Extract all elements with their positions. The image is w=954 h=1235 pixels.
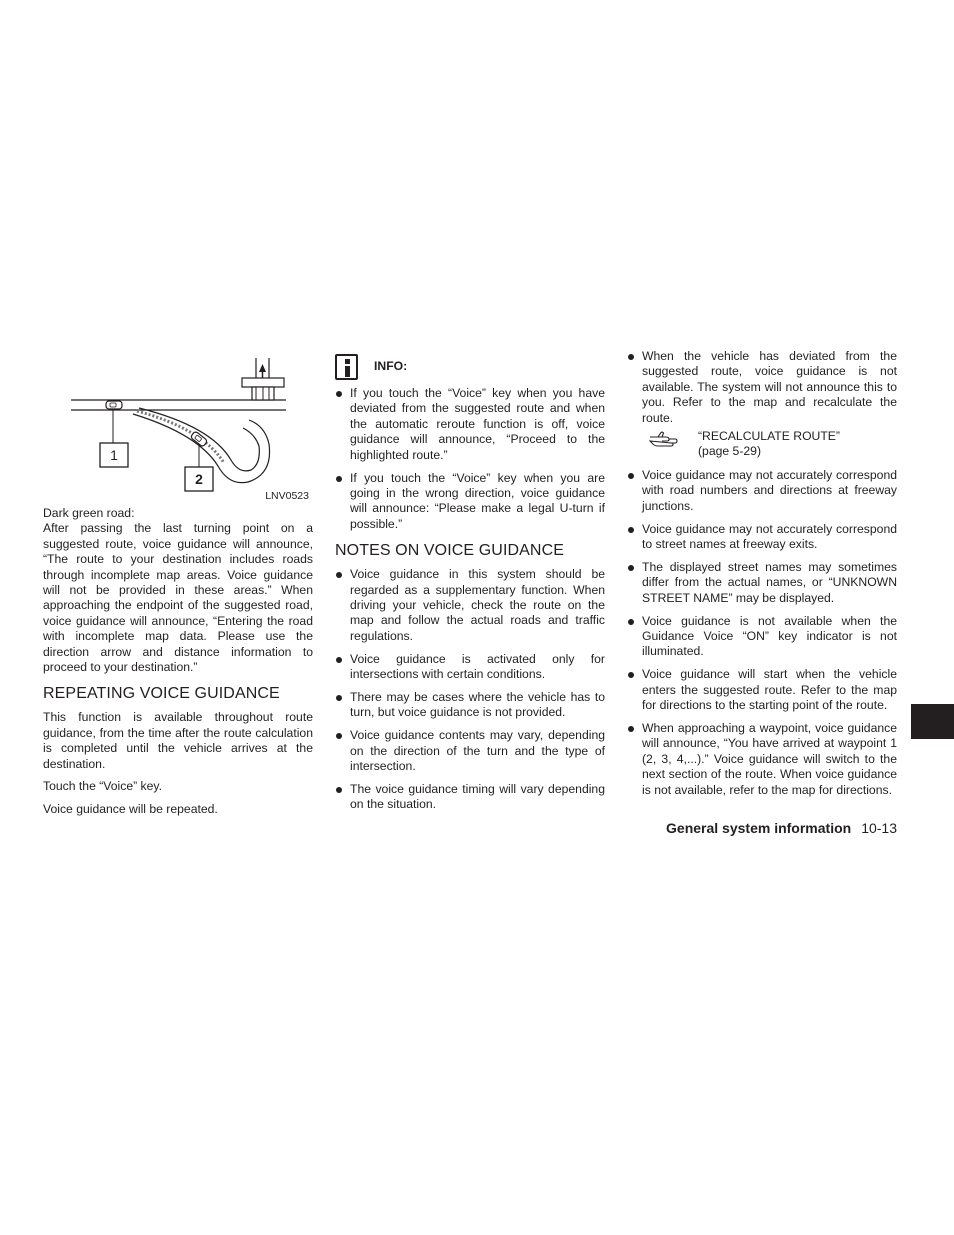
notes-item: The displayed street names may sometimes differ from the actual names, or “UNKNOWN STREET NAME” may be displayed.	[627, 560, 897, 606]
info-item: If you touch the “Voice” key when you are going in the wrong direction, voice guidance will announce: “Please make a legal U-turn if possible.”	[335, 471, 605, 533]
bullet-icon	[628, 619, 634, 625]
column-left	[43, 354, 313, 824]
reference-title: “RECALCULATE ROUTE”	[698, 429, 840, 444]
bullet-icon	[628, 565, 634, 571]
chapter-tab	[911, 704, 954, 739]
bullet-icon	[628, 354, 634, 360]
callout-1-label: 1	[110, 447, 118, 463]
notes-on-voice-guidance-heading: NOTES ON VOICE GUIDANCE	[335, 542, 564, 560]
bullet-icon	[336, 391, 342, 397]
bullet-icon	[336, 572, 342, 578]
info-list	[335, 386, 605, 532]
dark-green-road-text: After passing the last turning point on a suggested route, voice guidance will announce, “The route to your destination includes roads through incomplete map areas. Voice guidance will not be provided in these areas.” When approaching the endpoint of the suggested road, voice guidance will announce, “Entering the road with incomplete map data. Please use the direction arrow and distance information to proceed to your destination.”	[43, 521, 313, 675]
notes-list-continued	[627, 349, 897, 426]
notes-item: When the vehicle has deviated from the suggested route, voice guidance is not available. The system will not announce this to you. Refer to the map and recalculate the route.	[627, 349, 897, 426]
repeating-paragraph-2: Touch the “Voice” key.	[43, 779, 162, 794]
repeating-paragraph-3: Voice guidance will be repeated.	[43, 801, 218, 816]
repeating-voice-guidance-heading: REPEATING VOICE GUIDANCE	[43, 685, 280, 703]
notes-item: Voice guidance will start when the vehicle enters the suggested route. Refer to the map for directions to the starting point of the route.	[627, 667, 897, 713]
page-number: 10-13	[861, 820, 897, 836]
callout-2-label: 2	[195, 471, 203, 487]
bullet-icon	[336, 695, 342, 701]
info-icon	[335, 354, 358, 380]
bullet-icon	[628, 726, 634, 732]
reference-page: (page 5-29)	[698, 444, 762, 459]
notes-item: Voice guidance may not accurately correspond with road numbers and directions at freeway junctions.	[627, 468, 897, 514]
repeating-paragraph-1: This function is available throughout route guidance, from the time after the route calculation is completed until the vehicle arrives at the destination.	[43, 710, 313, 771]
bullet-icon	[336, 657, 342, 663]
notes-item: Voice guidance may not accurately correspond to street names at freeway exits.	[627, 522, 897, 553]
figure-code: LNV0523	[265, 489, 309, 502]
info-item: If you touch the “Voice” key when you have deviated from the suggested route and when the automatic reroute function is off, voice guidance will announce, “Proceed to the highlighted route.”	[335, 386, 605, 463]
bullet-icon	[628, 473, 634, 479]
dark-green-road-label: Dark green road:	[43, 506, 135, 520]
page-footer	[655, 821, 897, 836]
info-header	[335, 354, 605, 382]
pointing-hand-icon	[649, 431, 679, 447]
info-label: INFO:	[374, 359, 408, 373]
notes-item: The voice guidance timing will vary depending on the situation.	[335, 782, 605, 813]
notes-item: Voice guidance in this system should be regarded as a supplementary function. When driving your vehicle, check the route on the map and follow the actual roads and traffic regulations.	[335, 567, 605, 644]
bullet-icon	[336, 733, 342, 739]
bullet-icon	[628, 672, 634, 678]
notes-item: Voice guidance is not available when the Guidance Voice “ON” key indicator is not illuminated.	[627, 614, 897, 660]
route-figure	[43, 354, 313, 506]
bullet-icon	[336, 476, 342, 482]
column-middle	[335, 354, 605, 820]
notes-list-continued-2	[627, 468, 897, 798]
vehicle-1-icon	[106, 401, 122, 409]
notes-item: There may be cases where the vehicle has to turn, but voice guidance is not provided.	[335, 690, 605, 721]
column-right	[627, 349, 897, 806]
bullet-icon	[336, 787, 342, 793]
section-title: General system information	[666, 820, 852, 836]
route-diagram	[43, 354, 313, 506]
cross-reference	[627, 429, 897, 460]
notes-item: When approaching a waypoint, voice guidance will announce, “You have arrived at waypoint 1 (2, 3, 4,...).” Voice guidance will switch to the next section of the route. When voice guidance is not available, refer to the map for directions.	[627, 721, 897, 798]
notes-item: Voice guidance contents may vary, depending on the direction of the turn and the type of intersection.	[335, 728, 605, 774]
notes-item: Voice guidance is activated only for intersections with certain conditions.	[335, 652, 605, 683]
notes-list	[335, 567, 605, 813]
bullet-icon	[628, 527, 634, 533]
